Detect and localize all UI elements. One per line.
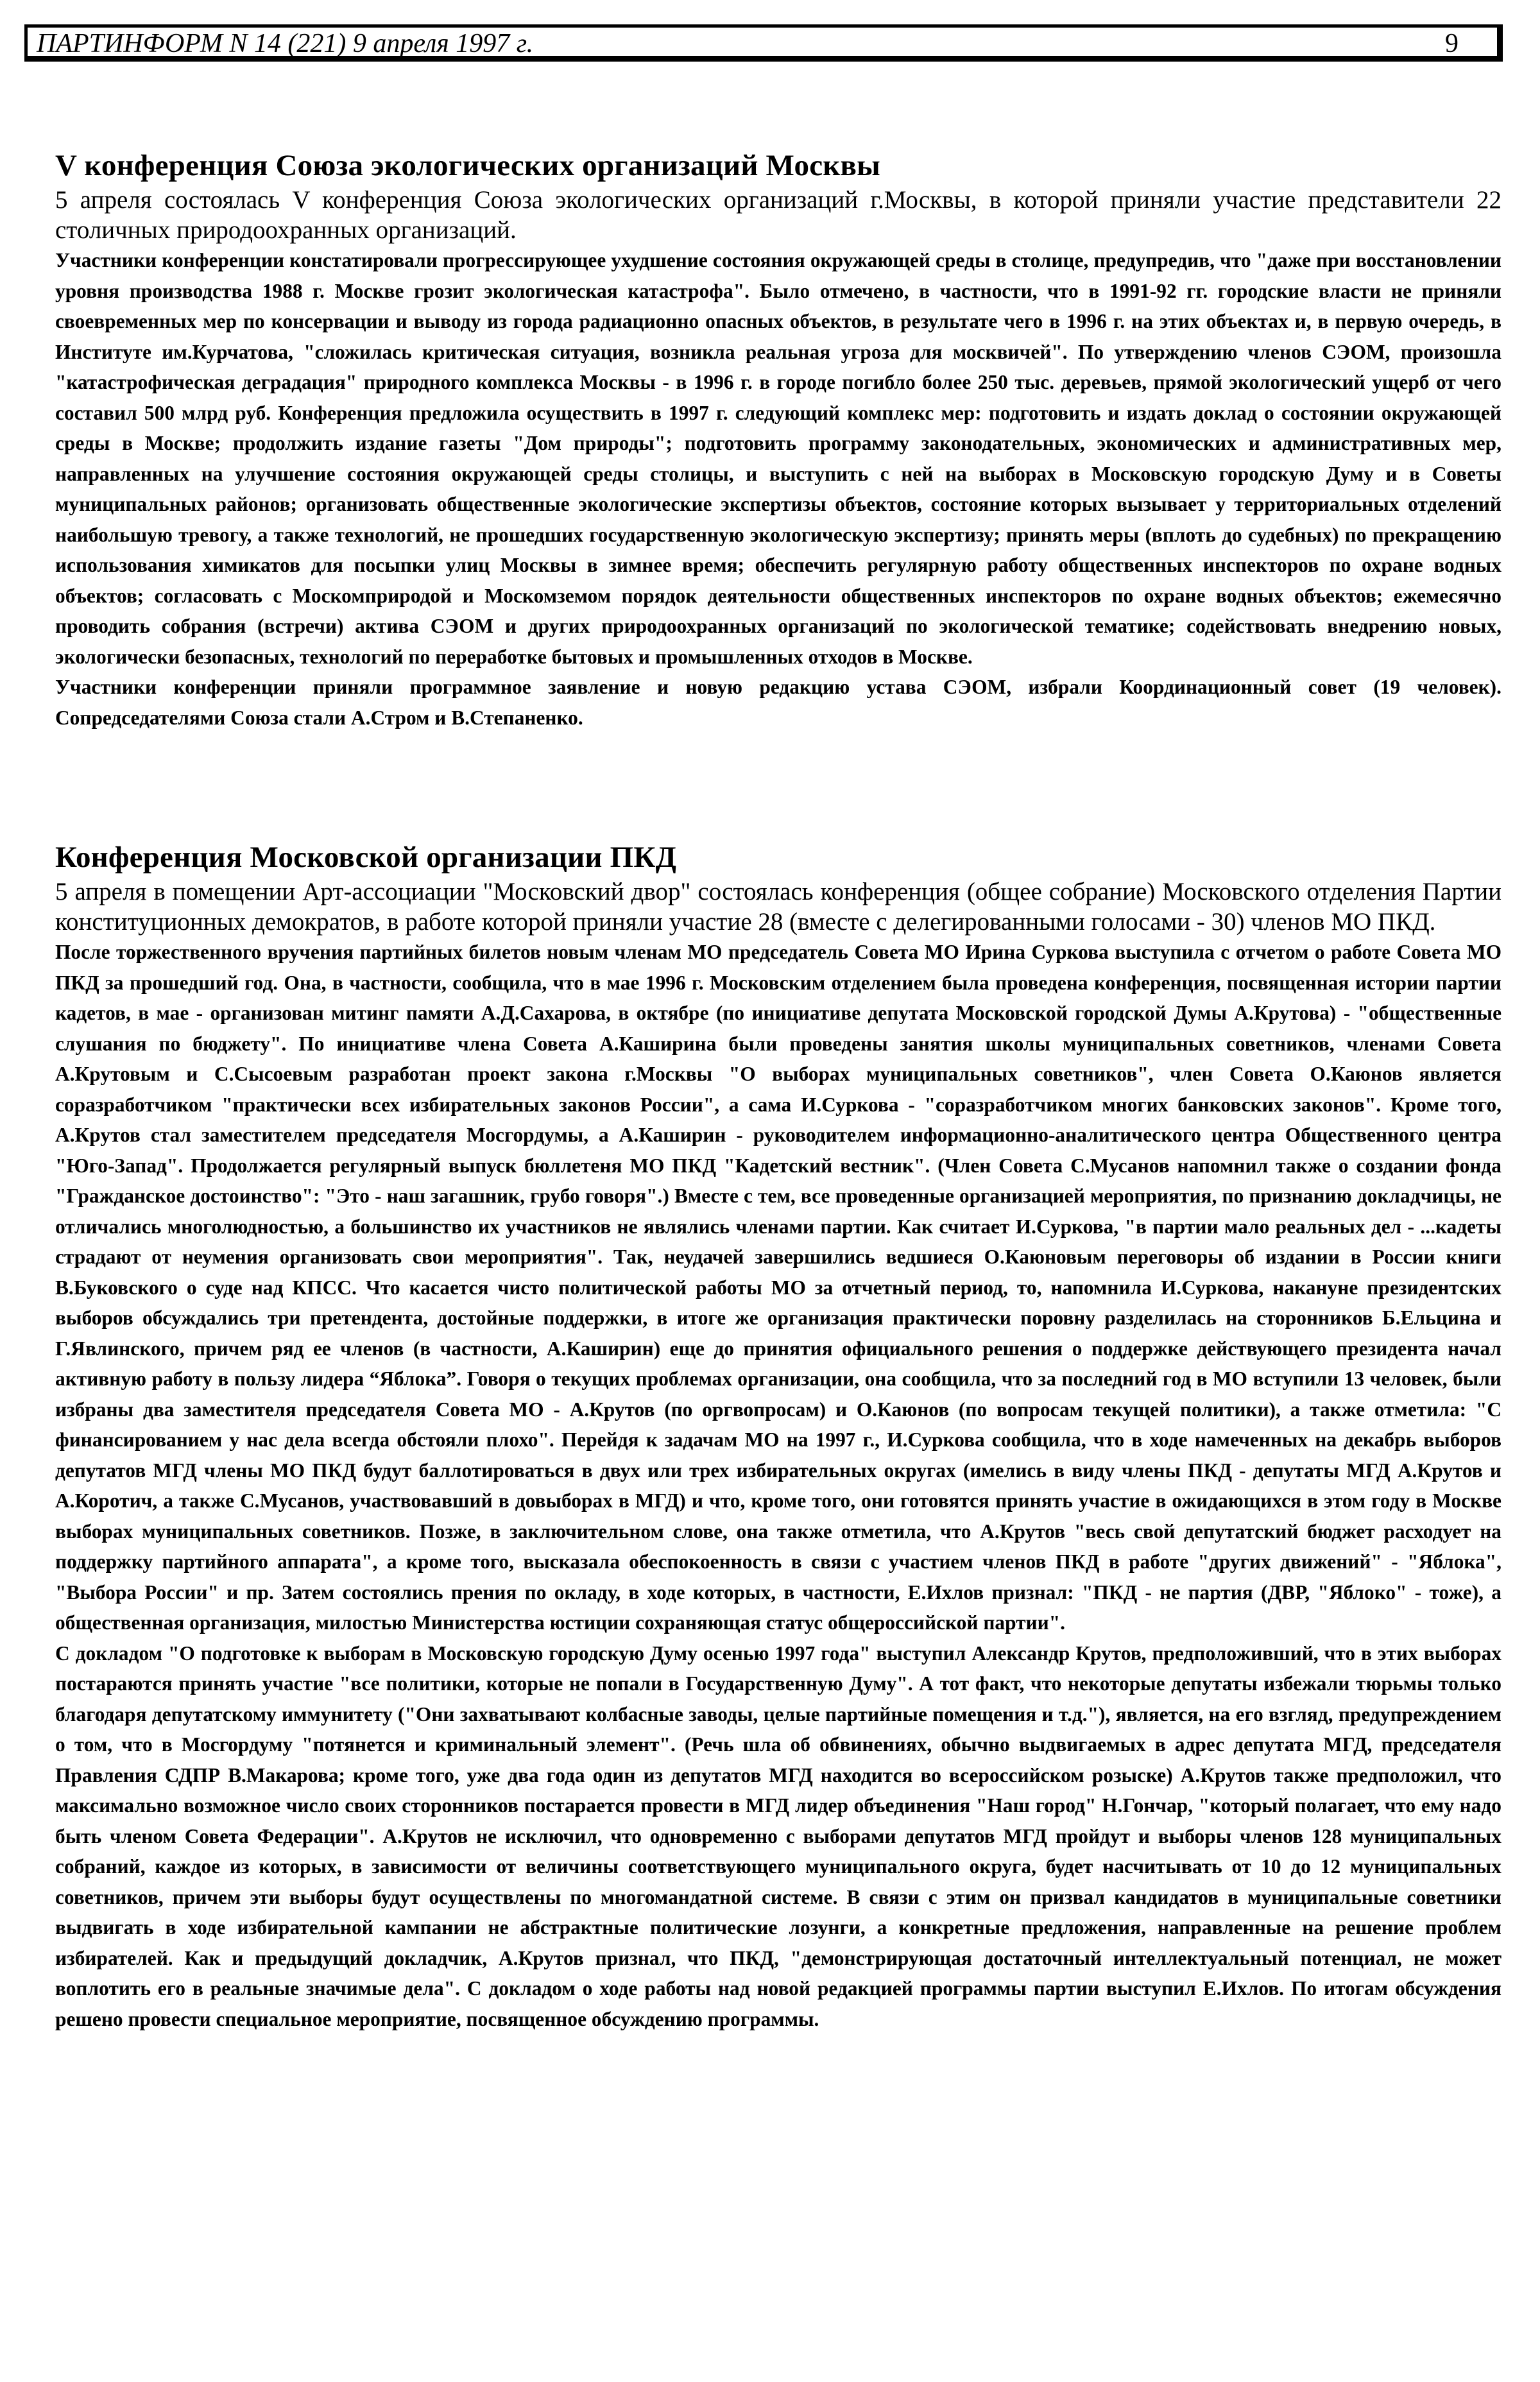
article-paragraph: После торжественного вручения партийных билетов новым членам МО председатель Совета МО Ирина Суркова выступила с отчетом о работе Совета МО ПКД за прошедший год. Она, в частности, сообщила, что в мае 1996 г. Московским отделением была проведена конференция, посвященная истории партии кадетов, в мае - организован митинг памяти А.Д.Сахарова, в октябре (по инициативе депутата Московской городской Думы А.Крутова) - "общественные слушания по бюджету". По инициативе члена Совета А.Каширина были проведены занятия школы муниципальных советников, членами Совета А.Крутовым и С.Сысоевым разработан проект закона г.Москвы "О выборах муниципальных советников", член Совета О.Каюнов является соразработчиком "практически всех избирательных законов России", а сама И.Суркова - "соразработчиком многих банковских законов". Кроме того, А.Крутов стал заместителем председателя Мосгордумы, а А.Каширин - руководителем информационно-аналитического центра Общественного центра "Юго-Запад". Продолжается регулярный выпуск бюллетеня МО ПКД "Кадетский вестник". (Член Совета С.Мусанов напомнил также о создании фонда "Гражданское достоинство": "Это - наш загашник, грубо говоря".) Вместе с тем, все проведенные организацией мероприятия, по признанию докладчицы, не отличались многолюдностью, а большинство их участников не являлись членами партии. Как считает И.Суркова, "в партии мало реальных дел - ...кадеты страдают от неумения организовать свои мероприятия". Так, неудачей завершились ведшиеся О.Каюновым переговоры об издании в России книги В.Буковского о суде над КПСС. Что касается чисто политической работы МО за отчетный период, то, напомнила И.Суркова, накануне президентских выборов обсуждались три претендента, достойные поддержки, в итоге же организация практически поровну разделилась на сторонников Б.Ельцина и Г.Явлинского, причем ряд ее членов (в частности, А.Каширин) еще до принятия официального решения о поддержке действующего президента начал активную работу в пользу лидера “Яблока”. Говоря о текущих проблемах организации, она сообщила, что за последний год в МО вступили 13 человек, были избраны два заместителя председателя Совета МО - А.Крутов (по оргвопросам) и О.Каюнов (по вопросам текущей политики), а также отметила: "С финансированием у нас дела всегда обстояли плохо". Перейдя к задачам МО на 1997 г., И.Суркова сообщила, что в ходе намеченных на декабрь выборов депутатов МГД члены МО ПКД будут баллотироваться в двух или трех избирательных округах (имелись в виду члены ПКД - депутаты МГД А.Крутов и А.Коротич, а также С.Мусанов, участвовавший в довыборах в МГД) и что, кроме того, они готовятся принять участие в ожидающихся в этом году в Москве выборах муниципальных советников. Позже, в заключительном слове, она также отметила, что А.Крутов "весь свой депутатский бюджет расходует на поддержку партийного аппарата", а кроме того, высказала обеспокоенность в связи с участием членов ПКД в работе "других движений" - "Яблока", "Выбора России" и пр. Затем состоялись прения по окладу, в ходе которых, в частности, Е.Ихлов признал: "ПКД - не партия (ДВР, "Яблоко" - тоже), а общественная организация, милостью Министерства юстиции сохраняющая статус общероссийской партии". <box>55 941 1502 1634</box>
page-number: 9 <box>1445 29 1459 58</box>
article-title: V конференция Союза экологических организаций Москвы <box>55 149 881 182</box>
article-lead: 5 апреля состоялась V конференция Союза экологических организаций г.Москвы, в которой приняли участие представители 22 столичных природоохранных организаций. <box>55 186 1502 244</box>
article-title: Конференция Московской организации ПКД <box>55 841 677 874</box>
article-paragraph: Участники конференции констатировали прогрессирующее ухудшение состояния окружающей среды в столице, предупредив, что "даже при восстановлении уровня производства 1988 г. Москве грозит экологическая катастрофа". Было отмечено, в частности, что в 1991-92 гг. городские власти не приняли своевременных мер по консервации и выводу из города радиационно опасных объектов, в результате чего в 1996 г. на этих объектах и, в первую очередь, в Институте им.Курчатова, "сложилась критическая ситуация, возникла реальная угроза для москвичей". По утверждению членов СЭОМ, произошла "катастрофическая деградация" природного комплекса Москвы - в 1996 г. в городе погибло более 250 тыс. деревьев, прямой экологический ущерб от чего составил 500 млрд руб. Конференция предложила осуществить в 1997 г. следующий комплекс мер: подготовить и издать доклад о состоянии окружающей среды в Москве; продолжить издание газеты "Дом природы"; подготовить программу законодательных, экономических и административных мер, направленных на улучшение состояния окружающей среды столицы, и выступить с ней на выборах в Московскую городскую Думу и в Советы муниципальных районов; организовать общественные экологические экспертизы объектов, состояние которых вызывает у территориальных отделений наибольшую тревогу, а также технологий, не прошедших государственную экологическую экспертизу; принять меры (вплоть до судебных) по прекращению использования химикатов для посыпки улиц Москвы в зимнее время; обеспечить регулярную работу общественных инспекторов по охране водных объектов; согласовать с Москомприродой и Москомземом порядок деятельности общественных инспекторов по охране водных объектов; ежемесячно проводить собрания (встречи) актива СЭОМ и других природоохранных организаций по экологической тематике; содействовать внедрению новых, экологически безопасных, технологий по переработке бытовых и промышленных отходов в Москве. <box>55 249 1502 668</box>
article-pkd-conference <box>55 841 1502 2034</box>
article-paragraph: С докладом "О подготовке к выборам в Московскую городскую Думу осенью 1997 года" выступил Александр Крутов, предположивший, что в этих выборах постараются принять участие "все политики, которые не попали в Государственную Думу". А тот факт, что некоторые депутаты избежали тюрьмы только благодаря депутатскому иммунитету ("Они захватывают колбасные заводы, целые партийные помещения и т.д."), является, на его взгляд, предупреждением о том, что в Мосгордуму "потянется и криминальный элемент". (Речь шла об обвинениях, обычно выдвигаемых в адрес депутата МГД, председателя Правления СДПР В.Макарова; кроме того, уже два года один из депутатов МГД находится во всероссийском розыске) А.Крутов также предположил, что максимально возможное число своих сторонников постарается провести в МГД лидер объединения "Наш город" Н.Гончар, "который полагает, что ему надо быть членом Совета Федерации". А.Крутов не исключил, что одновременно с выборами депутатов МГД пройдут и выборы членов 128 муниципальных собраний, каждое из которых, в зависимости от величины соответствующего муниципального округа, будет насчитывать от 10 до 12 муниципальных советников, причем эти выборы будут осуществлены по многомандатной системе. В связи с этим он призвал кандидатов в муниципальные советники выдвигать в ходе избирательной кампании не абстрактные политические лозунги, а конкретные предложения, направленные на решение проблем избирателей. Как и предыдущий докладчик, А.Крутов признал, что ПКД, "демонстрирующая достаточный интеллектуальный потенциал, не может воплотить его в реальные значимые дела". С докладом о ходе работы над новой редакцией программы партии выступил Е.Ихлов. По итогам обсуждения решено провести специальное мероприятие, посвященное обсуждению программы. <box>55 1641 1502 2030</box>
article-body <box>55 937 1502 2034</box>
article-seom-conference <box>55 149 1502 733</box>
publication-title: ПАРТИНФОРМ N 14 (221) 9 апреля 1997 г. <box>37 29 534 58</box>
page-header <box>24 24 1503 62</box>
article-paragraph: Участники конференции приняли программное заявление и новую редакцию устава СЭОМ, избрали Координационный совет (19 человек). Сопредседателями Союза стали А.Стром и В.Степаненко. <box>55 676 1502 729</box>
article-body <box>55 245 1502 733</box>
article-lead: 5 апреля в помещении Арт-ассоциации "Московский двор" состоялась конференция (общее собрание) Московского отделения Партии конституционных демократов, в работе которой приняли участие 28 (вместе с делегированными голосами - 30) членов МО ПКД. <box>55 878 1502 936</box>
